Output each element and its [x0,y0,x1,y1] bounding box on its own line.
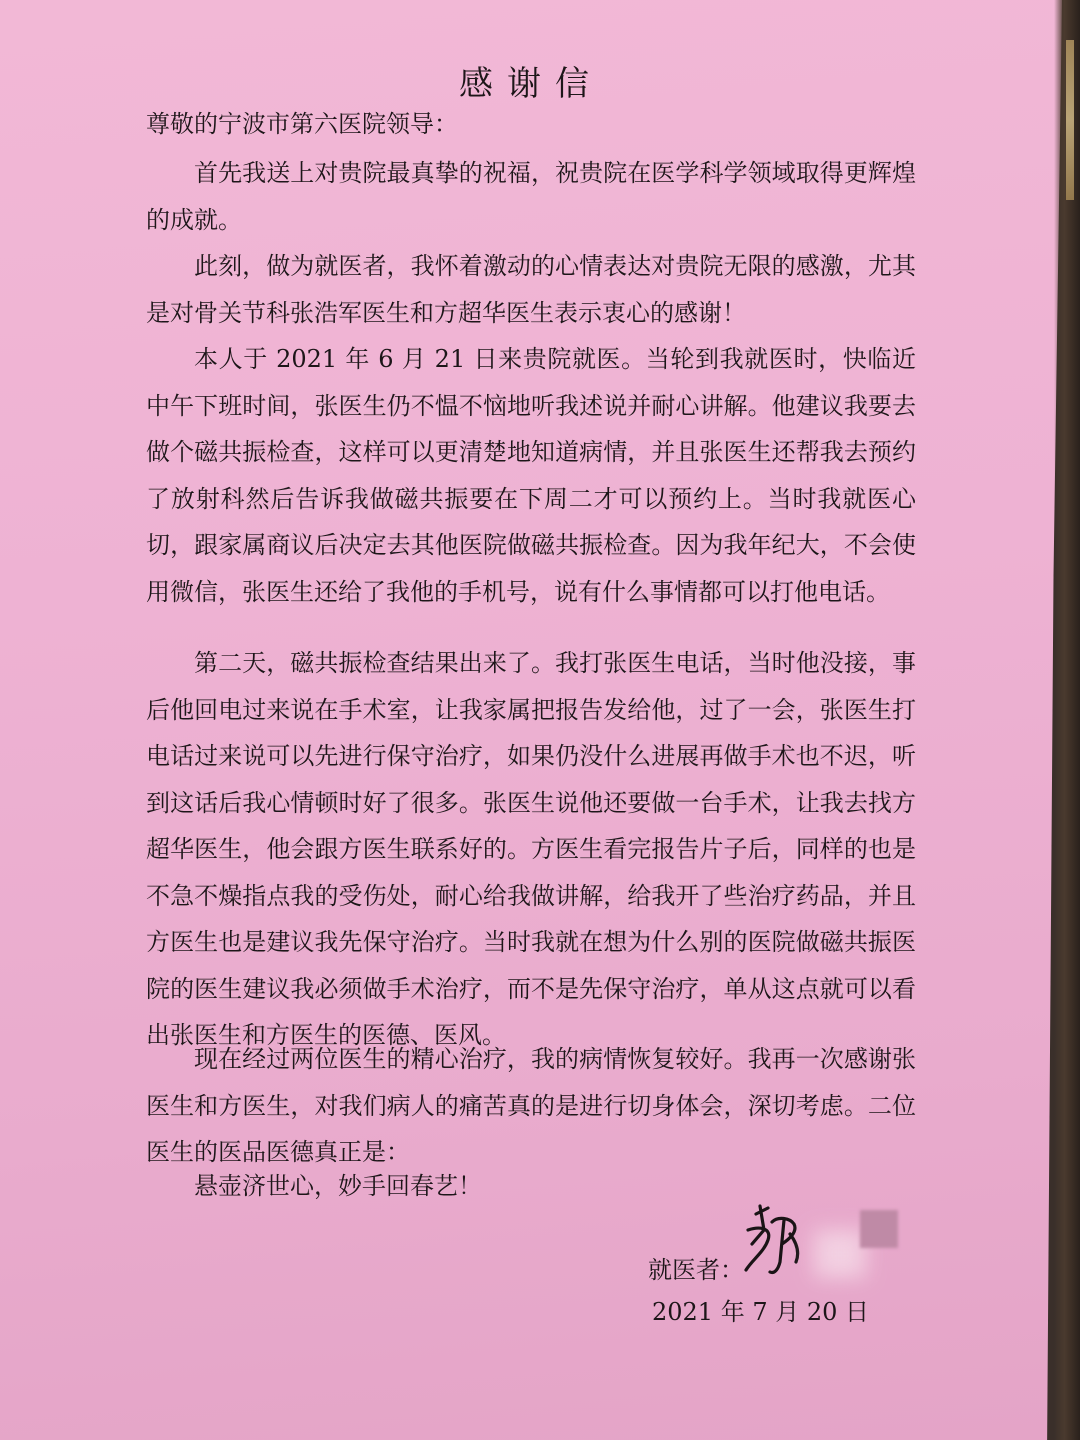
signature-label: 就医者： [648,1256,744,1284]
paragraph-closing: 现在经过两位医生的精心治疗，我的病情恢复较好。我再一次感谢张医生和方医生，对我们病人的痛苦真的是进行切身体会，深切考虑。二位医生的医品医德真正是： [146,1045,916,1166]
handwritten-signature [738,1200,808,1280]
letter-salutation: 尊敬的宁波市第六医院领导： [146,110,458,138]
paragraph-second-day: 第二天，磁共振检查结果出来了。我打张医生电话，当时他没接，事后他回电过来说在手术室，让我家属把报告发给他，过了一会，张医生打电话过来说可以先进行保守治疗，如果仍没什么进展再做手术也不迟，听到这话后我心情顿时好了很多。张医生说他还要做一台手术，让我去找方超华医生，他会跟方医生联系好的。方医生看完报告片子后，同样的也是不急不燥指点我的受伤处，耐心给我做讲解，给我开了些治疗药品，并且方医生也是建议我先保守治疗。当时我就在想为什么别的医院做磁共振医院的医生建议我必须做手术治疗，而不是先保守治疗，单从这点就可以看出张医生和方医生的医德、医风。 [146,649,916,1049]
paragraph-gratitude: 此刻，做为就医者，我怀着激动的心情表达对贵院无限的感激，尤其是对骨关节科张浩军医生和方超华医生表示衷心的感谢！ [146,252,916,327]
redacted-name-block [860,1210,898,1248]
letter-date: 2021 年 7 月 20 日 [652,1298,870,1326]
background-object [1066,40,1074,200]
letter-title: 感谢信 [459,64,603,104]
letter-motto: 悬壶济世心，妙手回春艺！ [194,1172,482,1200]
paragraph-first-visit: 本人于 2021 年 6 月 21 日来贵院就医。当轮到我就医时，快临近中午下班时间，张医生仍不愠不恼地听我述说并耐心讲解。他建议我要去做个磁共振检查，这样可以更清楚地知道病情，并且张医生还帮我去预约了放射科然后告诉我做磁共振要在下周二才可以预约上。当时我就医心切，跟家属商议后决定去其他医院做磁共振检查。因为我年纪大，不会使用微信，张医生还给了我他的手机号，说有什么事情都可以打他电话。 [146,345,916,606]
redacted-name-blur [814,1230,866,1278]
paragraph-blessing: 首先我送上对贵院最真挚的祝福，祝贵院在医学科学领域取得更辉煌的成就。 [146,159,916,234]
